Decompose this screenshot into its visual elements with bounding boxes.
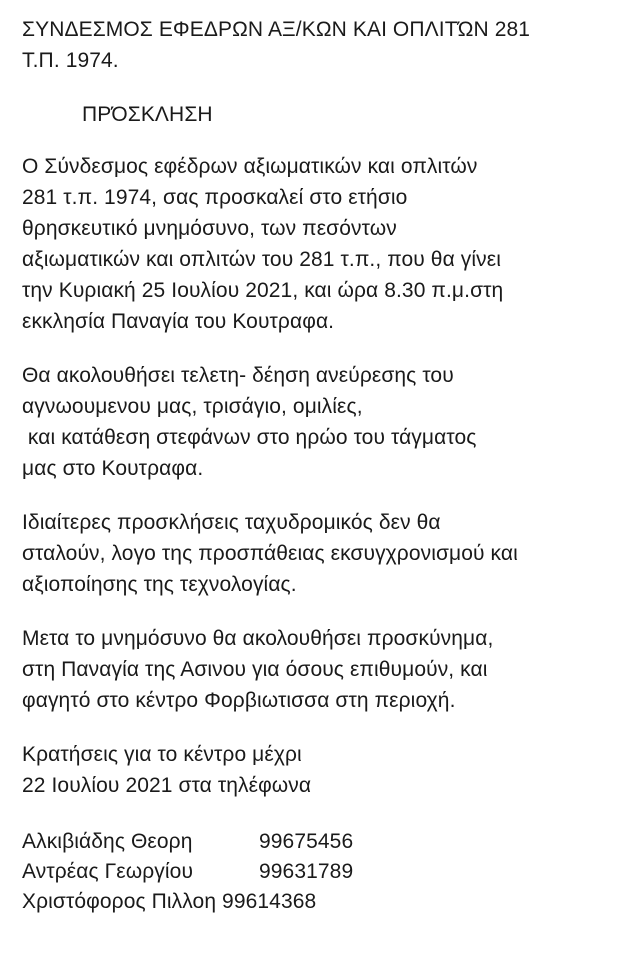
paragraph-after-memorial bbox=[22, 623, 612, 716]
paragraph-line: εκκλησία Παναγία του Κουτραφα. bbox=[22, 310, 335, 333]
paragraph-line: αγνωουμενου μας, τρισάγιο, ομιλίες, bbox=[22, 395, 363, 418]
invitation-title: ΠΡΌΣΚΛΗΣΗ bbox=[82, 103, 213, 126]
reservations bbox=[22, 739, 612, 801]
paragraph-line: Θα ακολουθήσει τελετη- δέηση ανεύρεσης του bbox=[22, 364, 454, 387]
contact-phone: 99614368 bbox=[222, 890, 317, 913]
paragraph-ceremony bbox=[22, 151, 612, 337]
contact-name: Χριστόφορος Πιλλοη bbox=[22, 890, 217, 913]
header bbox=[22, 14, 612, 76]
paragraph-line: σταλούν, λογο της προσπάθειας εκσυγχρονισμού και bbox=[22, 542, 518, 565]
contact-row bbox=[22, 827, 612, 857]
header-line-1: ΣΥΝΔΕΣΜΟΣ ΕΦΕΔΡΩΝ ΑΞ/ΚΩΝ ΚΑΙ ΟΠΛΙΤΏΝ 281 bbox=[22, 18, 531, 41]
invitation-document bbox=[22, 14, 612, 917]
paragraph-line: και κατάθεση στεφάνων στο ηρώο του τάγματος bbox=[22, 426, 477, 449]
spacer bbox=[22, 337, 612, 360]
paragraph-line: Ο Σύνδεσμος εφέδρων αξιωματικών και οπλιτών bbox=[22, 155, 478, 178]
paragraph-line: αξιωματικών και οπλιτών του 281 τ.π., που θα γίνει bbox=[22, 248, 501, 271]
paragraph-line: την Κυριακή 25 Ιουλίου 2021, και ώρα 8.30 π.μ.στη bbox=[22, 279, 504, 302]
paragraph-line: θρησκευτικό μνημόσυνο, των πεσόντων bbox=[22, 217, 397, 240]
contact-row bbox=[22, 887, 612, 917]
paragraph-line: στη Παναγία της Ασινου για όσους επιθυμούν, και bbox=[22, 658, 488, 681]
contact-phone: 99631789 bbox=[259, 860, 354, 883]
paragraph-notice bbox=[22, 507, 612, 600]
spacer bbox=[22, 716, 612, 739]
contact-phone: 99675456 bbox=[259, 830, 354, 853]
spacer bbox=[22, 801, 612, 827]
spacer bbox=[22, 130, 612, 151]
contact-row bbox=[22, 857, 612, 887]
paragraph-line: μας στο Κουτραφα. bbox=[22, 457, 204, 480]
paragraph-line: Ιδιαίτερες προσκλήσεις ταχυδρομικός δεν θα bbox=[22, 511, 441, 534]
spacer bbox=[22, 76, 612, 99]
contact-list bbox=[22, 827, 612, 917]
paragraph-line: 281 τ.π. 1974, σας προσκαλεί στο ετήσιο bbox=[22, 186, 408, 209]
reservations-line: Κρατήσεις για το κέντρο μέχρι bbox=[22, 743, 302, 766]
paragraph-program bbox=[22, 360, 612, 484]
header-line-2: Τ.Π. 1974. bbox=[22, 49, 119, 72]
spacer bbox=[22, 600, 612, 623]
paragraph-line: Μετα το μνημόσυνο θα ακολουθήσει προσκύνημα, bbox=[22, 627, 494, 650]
paragraph-line: φαγητό στο κέντρο Φορβιωτισσα στη περιοχή. bbox=[22, 689, 456, 712]
paragraph-line: αξιοποίησης της τεχνολογίας. bbox=[22, 573, 297, 596]
contact-name: Αλκιβιάδης Θεορη bbox=[22, 830, 193, 853]
spacer bbox=[22, 484, 612, 507]
reservations-line: 22 Ιουλίου 2021 στα τηλέφωνα bbox=[22, 774, 312, 797]
contact-name: Αντρέας Γεωργίου bbox=[22, 860, 194, 883]
